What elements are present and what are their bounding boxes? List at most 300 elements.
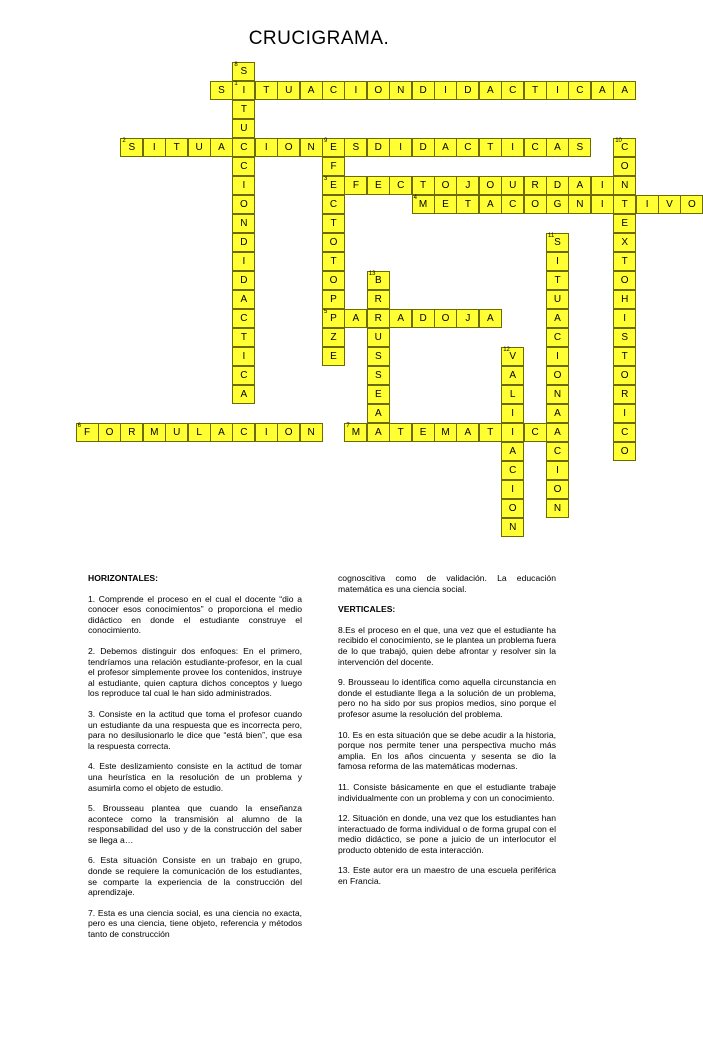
crossword-cell <box>479 423 502 442</box>
cell-letter: C <box>329 85 338 96</box>
crossword-cell <box>255 423 278 442</box>
clue-number: 6 <box>77 423 81 429</box>
cell-letter: U <box>509 180 517 191</box>
clue-number: 9 <box>324 138 328 144</box>
clues-right-column <box>338 573 556 897</box>
cell-letter: A <box>240 294 248 305</box>
crossword-cell <box>434 195 457 214</box>
clue-number: 10 <box>615 138 622 144</box>
cell-letter: A <box>621 85 629 96</box>
cell-letter: M <box>150 427 159 438</box>
crossword-cell <box>613 366 636 385</box>
crossword-cell <box>568 138 591 157</box>
crossword-cell <box>479 309 502 328</box>
crossword-cell <box>434 176 457 195</box>
cell-letter: N <box>553 503 562 514</box>
crossword-cell <box>568 81 591 100</box>
crossword-cell <box>501 366 524 385</box>
cell-letter: I <box>242 180 246 191</box>
crossword-cell <box>546 347 569 366</box>
cell-letter: C <box>240 161 248 172</box>
cell-letter: I <box>556 465 559 476</box>
crossword-cell <box>546 233 569 252</box>
crossword-cell <box>613 328 636 347</box>
crossword-cell <box>412 176 435 195</box>
crossword-cell <box>367 290 390 309</box>
crossword-cell <box>232 271 255 290</box>
crossword-cell <box>613 347 636 366</box>
cell-letter: C <box>240 142 248 153</box>
cell-letter: S <box>352 142 360 153</box>
cell-letter: O <box>284 427 293 438</box>
crossword-cell <box>613 290 636 309</box>
crossword-cell <box>367 271 390 290</box>
crossword-cell <box>479 138 502 157</box>
cell-letter: C <box>621 142 629 153</box>
crossword-cell <box>277 423 300 442</box>
cell-letter: D <box>464 85 472 96</box>
cell-letter: I <box>354 85 358 96</box>
cell-letter: N <box>307 142 315 153</box>
cell-letter: B <box>374 275 382 286</box>
cell-letter: F <box>84 427 91 438</box>
cell-letter: N <box>576 199 584 210</box>
clue-number: 8 <box>234 62 238 68</box>
cell-letter: J <box>465 313 471 324</box>
cell-letter: M <box>441 427 450 438</box>
cell-letter: R <box>531 180 539 191</box>
crossword-cell <box>613 404 636 423</box>
cell-letter: I <box>645 199 649 210</box>
cell-letter: I <box>444 85 447 96</box>
cell-letter: A <box>486 85 494 96</box>
clue-number: 4 <box>413 195 417 201</box>
horizontales-heading: HORIZONTALES: <box>88 573 159 583</box>
crossword-cell <box>344 309 367 328</box>
cell-letter: E <box>374 389 382 400</box>
crossword-cell <box>546 271 569 290</box>
crossword-cell <box>210 138 233 157</box>
crossword-cell <box>613 271 636 290</box>
crossword-cell <box>389 176 412 195</box>
crossword-cell <box>367 423 390 442</box>
crossword-cell <box>367 138 390 157</box>
cell-letter: C <box>576 85 584 96</box>
cell-letter: A <box>374 427 382 438</box>
cell-letter: A <box>464 427 472 438</box>
cell-letter: N <box>307 427 315 438</box>
clue-v10: 10. Es en esta situación que se debe acudir a la historia, porque nos permite tener una perspectiva mucho más amplia. En los años cincuenta y sesenta se dio la famosa reforma de las matemáticas modernas. <box>338 729 556 772</box>
crossword-cell <box>322 328 345 347</box>
crossword-cell <box>232 385 255 404</box>
cell-letter: P <box>330 313 337 324</box>
cell-letter: O <box>284 142 293 153</box>
cell-letter: S <box>576 142 584 153</box>
cell-letter: T <box>420 180 427 191</box>
crossword-cell <box>591 195 614 214</box>
crossword-cell <box>165 423 188 442</box>
crossword-cell <box>389 81 412 100</box>
cell-letter: T <box>621 256 628 267</box>
crossword-cell <box>232 195 255 214</box>
crossword-cell <box>501 138 524 157</box>
cell-letter: I <box>242 256 246 267</box>
cell-letter: I <box>242 85 246 96</box>
cell-letter: T <box>330 256 337 267</box>
crossword-cell <box>479 176 502 195</box>
cell-letter: C <box>553 446 562 457</box>
crossword-cell <box>546 176 569 195</box>
crossword-cell <box>613 195 636 214</box>
cell-letter: G <box>553 199 562 210</box>
clue-number: 5 <box>324 309 328 315</box>
crossword-cell <box>524 176 547 195</box>
cell-letter: C <box>509 85 517 96</box>
cell-letter: T <box>532 85 539 96</box>
clue-h6: 6. Esta situación Consiste en un trabajo en grupo, donde se requiere la comunicación de los estudiantes, se comparte la experiencia de la construcción del aprendizaje. <box>88 855 302 898</box>
crossword-cell <box>591 176 614 195</box>
crossword-cell <box>367 385 390 404</box>
crossword-cell <box>546 195 569 214</box>
crossword-cell <box>98 423 121 442</box>
crossword-cell <box>322 233 345 252</box>
cell-letter: C <box>531 427 539 438</box>
crossword-cell <box>501 176 524 195</box>
crossword-cell <box>456 309 479 328</box>
cell-letter: O <box>553 370 562 381</box>
crossword-cell <box>165 138 188 157</box>
crossword-cell <box>546 480 569 499</box>
cell-letter: E <box>419 427 427 438</box>
cell-letter: T <box>240 332 247 343</box>
crossword-cell <box>277 138 300 157</box>
cell-letter: A <box>442 142 449 153</box>
cell-letter: C <box>621 427 629 438</box>
crossword-cell <box>434 81 457 100</box>
cell-letter: O <box>620 161 629 172</box>
crossword-cell <box>412 81 435 100</box>
crossword-cell <box>143 138 166 157</box>
cell-letter: A <box>509 370 517 381</box>
cell-letter: O <box>508 503 517 514</box>
crossword-cell <box>613 309 636 328</box>
cell-letter: A <box>576 180 584 191</box>
cell-letter: O <box>688 199 696 210</box>
crossword-cell <box>300 81 323 100</box>
crossword-cell <box>322 347 345 366</box>
cell-letter: A <box>554 408 561 419</box>
cell-letter: O <box>329 237 338 248</box>
cell-letter: O <box>486 180 495 191</box>
crossword-cell <box>546 252 569 271</box>
cell-letter: P <box>330 294 337 305</box>
crossword-cell <box>344 176 367 195</box>
crossword-cell <box>232 157 255 176</box>
cell-letter: M <box>351 427 361 438</box>
cell-letter: T <box>621 351 628 362</box>
crossword-cell <box>322 252 345 271</box>
crossword-cell <box>501 442 524 461</box>
cell-letter: C <box>240 427 248 438</box>
crossword-cell <box>120 423 143 442</box>
crossword-cell <box>591 81 614 100</box>
cell-letter: C <box>240 370 248 381</box>
cell-letter: I <box>600 180 604 191</box>
crossword-cell <box>501 81 524 100</box>
crossword-cell <box>232 62 255 81</box>
crossword-cell <box>367 328 390 347</box>
clue-v11: 11. Consiste básicamente en que el estudiante trabaje individualmente con un problema y con un conocimiento. <box>338 781 556 803</box>
crossword-cell <box>546 385 569 404</box>
crossword-cell <box>188 138 211 157</box>
cell-letter: S <box>218 85 225 96</box>
cell-letter: O <box>374 85 383 96</box>
crossword-cell <box>501 499 524 518</box>
cell-letter: I <box>264 427 268 438</box>
clue-number: 2 <box>122 138 126 144</box>
cell-letter: I <box>511 484 515 495</box>
cell-letter: U <box>240 123 248 134</box>
crossword-cell <box>568 195 591 214</box>
crossword-cell <box>613 157 636 176</box>
cell-letter: I <box>556 256 559 267</box>
crossword-cell <box>232 233 255 252</box>
crossword-cell <box>613 214 636 233</box>
cell-letter: U <box>195 142 203 153</box>
crossword-cell <box>412 423 435 442</box>
cell-letter: I <box>623 313 627 324</box>
crossword-cell <box>501 461 524 480</box>
crossword-cell <box>367 366 390 385</box>
cell-letter: I <box>242 351 246 362</box>
crossword-cell <box>322 176 345 195</box>
cell-letter: A <box>486 199 494 210</box>
crossword-cell <box>367 176 390 195</box>
crossword-cell <box>300 423 323 442</box>
crossword-cell <box>613 233 636 252</box>
cell-letter: C <box>509 199 517 210</box>
crossword-cell <box>434 423 457 442</box>
cell-letter: O <box>441 180 450 191</box>
clue-number: 7 <box>346 423 350 429</box>
cell-letter: X <box>621 237 629 248</box>
cell-letter: C <box>397 180 405 191</box>
cell-letter: N <box>509 522 517 533</box>
crossword-cell <box>546 499 569 518</box>
crossword-cell <box>456 195 479 214</box>
cell-letter: A <box>218 427 225 438</box>
clue-h7-continuation: cognoscitiva como de validación. La educación matemática es una ciencia social. <box>338 573 556 594</box>
crossword-cell <box>367 81 390 100</box>
cell-letter: I <box>600 199 604 210</box>
crossword-cell <box>389 423 412 442</box>
crossword-cell <box>456 138 479 157</box>
cell-letter: D <box>240 237 248 248</box>
cell-letter: A <box>397 313 405 324</box>
cell-letter: T <box>173 142 180 153</box>
crossword-cell <box>524 138 547 157</box>
crossword-cell <box>367 347 390 366</box>
crossword-cell <box>232 423 255 442</box>
crossword-cell <box>546 366 569 385</box>
crossword-cell <box>255 138 278 157</box>
crossword-cell <box>277 81 300 100</box>
clues-left-column <box>88 573 302 950</box>
crossword-cell <box>546 404 569 423</box>
crossword-cell <box>232 176 255 195</box>
crossword-cell <box>322 81 345 100</box>
clue-h5: 5. Brousseau plantea que cuando la enseñanza acontece como la transmisión al alumno de la responsabilidad del uso y de la construcción del saber se llega a… <box>88 803 302 845</box>
crossword-cell <box>143 423 166 442</box>
crossword-cell <box>322 271 345 290</box>
cell-letter: E <box>374 180 382 191</box>
crossword-cell <box>613 423 636 442</box>
clue-h4: 4. Este deslizamiento consiste en la actitud de tomar una heurística en la resolución de un problema y asumirla como el objeto de estudio. <box>88 761 302 793</box>
crossword-cell <box>613 176 636 195</box>
crossword-cell <box>613 81 636 100</box>
clue-v8: 8.Es el proceso en el que, una vez que el estudiante ha recibido el conocimiento, se le plantea un problema fuera de lo que trabajó, quien debe afrontar y resolver sin la intervención del docente. <box>338 624 556 667</box>
cell-letter: N <box>240 218 248 229</box>
cell-letter: I <box>623 408 627 419</box>
cell-letter: S <box>554 237 561 248</box>
cell-letter: T <box>397 427 404 438</box>
crossword-cell <box>501 385 524 404</box>
cell-letter: R <box>621 389 629 400</box>
crossword-cell <box>546 442 569 461</box>
cell-letter: S <box>240 66 248 77</box>
cell-letter: A <box>554 313 561 324</box>
cell-letter: I <box>152 142 156 153</box>
crossword-cell <box>658 195 681 214</box>
cell-letter: U <box>173 427 181 438</box>
cell-letter: I <box>399 142 403 153</box>
clue-h1: 1. Comprende el proceso en el cual el docente “dio a conocer esos conocimientos” o proporciona el medio didáctico en donde el estudiante construye el conocimiento. <box>88 593 302 636</box>
crossword-cell <box>501 518 524 537</box>
cell-letter: A <box>307 85 315 96</box>
cell-letter: T <box>263 85 270 96</box>
cell-letter: F <box>330 161 337 172</box>
cell-letter: S <box>374 351 382 362</box>
cell-letter: C <box>509 465 517 476</box>
crossword-cell <box>322 157 345 176</box>
cell-letter: S <box>621 332 629 343</box>
cell-letter: C <box>531 142 539 153</box>
cell-letter: O <box>441 313 450 324</box>
cell-letter: E <box>621 218 629 229</box>
cell-letter: O <box>620 370 629 381</box>
crossword-cell <box>232 100 255 119</box>
cell-letter: R <box>374 313 382 324</box>
crossword-cell <box>546 81 569 100</box>
cell-letter: A <box>352 313 360 324</box>
crossword-cell <box>501 423 524 442</box>
crossword-cell <box>613 385 636 404</box>
clue-number: 1 <box>234 81 238 87</box>
cell-letter: I <box>556 351 559 362</box>
crossword-cell <box>232 347 255 366</box>
crossword-cell <box>232 138 255 157</box>
cell-letter: I <box>511 408 515 419</box>
cell-letter: O <box>329 275 338 286</box>
cell-letter: C <box>329 199 338 210</box>
crossword-cell <box>479 195 502 214</box>
crossword-cell <box>322 195 345 214</box>
crossword-cell <box>434 138 457 157</box>
crossword-cell <box>412 195 435 214</box>
cell-letter: Z <box>330 332 337 343</box>
cell-letter: S <box>128 142 136 153</box>
crossword-cell <box>680 195 703 214</box>
cell-letter: O <box>531 199 539 210</box>
crossword-cell <box>232 81 255 100</box>
crossword-cell <box>479 81 502 100</box>
crossword-cell <box>389 309 412 328</box>
clue-v13: 13. Este autor era un maestro de una escuela periférica en Francia. <box>338 865 556 887</box>
crossword-cell <box>344 423 367 442</box>
crossword-cell <box>501 480 524 499</box>
cell-letter: I <box>511 427 515 438</box>
cell-letter: T <box>621 199 628 210</box>
cell-letter: A <box>509 446 517 457</box>
cell-letter: C <box>240 313 248 324</box>
crossword-cell <box>232 309 255 328</box>
clue-number: 3 <box>324 176 328 182</box>
cell-letter: T <box>487 142 494 153</box>
crossword-cell <box>524 423 547 442</box>
cell-letter: R <box>128 427 136 438</box>
page-title: CRUCIGRAMA. <box>248 28 390 49</box>
crossword-cell <box>232 214 255 233</box>
clue-v9: 9. Brousseau lo identifica como aquella circunstancia en donde el estudiante llega a la solución de un problema, pero no ha sido por sus propios medios, sino porque el profesor asume la resolución del problema. <box>338 677 556 719</box>
cell-letter: D <box>553 180 562 191</box>
cell-letter: D <box>374 142 382 153</box>
crossword-cell <box>546 328 569 347</box>
cell-letter: I <box>556 85 559 96</box>
crossword-cell <box>613 252 636 271</box>
cell-letter: D <box>419 85 427 96</box>
crossword-cell <box>232 328 255 347</box>
crossword-cell <box>255 81 278 100</box>
cell-letter: T <box>240 104 247 115</box>
cell-letter: I <box>511 142 515 153</box>
cell-letter: N <box>553 389 562 400</box>
crossword-cell <box>501 347 524 366</box>
cell-letter: O <box>105 427 114 438</box>
cell-letter: N <box>621 180 629 191</box>
crossword-cell <box>322 214 345 233</box>
crossword-cell <box>524 81 547 100</box>
cell-letter: T <box>487 427 494 438</box>
cell-letter: D <box>419 313 427 324</box>
cell-letter: O <box>240 199 248 210</box>
crossword-cell <box>232 290 255 309</box>
cell-letter: U <box>374 332 382 343</box>
crossword-cell <box>322 290 345 309</box>
cell-letter: C <box>464 142 472 153</box>
crossword-cell <box>322 309 345 328</box>
cell-letter: T <box>464 199 471 210</box>
crossword-cell <box>412 138 435 157</box>
crossword-cell <box>232 366 255 385</box>
crossword-cell <box>232 119 255 138</box>
crossword-cell <box>456 81 479 100</box>
cell-letter: M <box>418 199 428 210</box>
crossword-cell <box>367 404 390 423</box>
cell-letter: R <box>374 294 382 305</box>
crossword-cell <box>322 138 345 157</box>
clue-h7: 7. Esta es una ciencia social, es una ciencia no exacta, pero es una ciencia, tiene objeto, referencia y métodos tanto de construcción <box>88 907 302 940</box>
cell-letter: E <box>330 180 337 191</box>
